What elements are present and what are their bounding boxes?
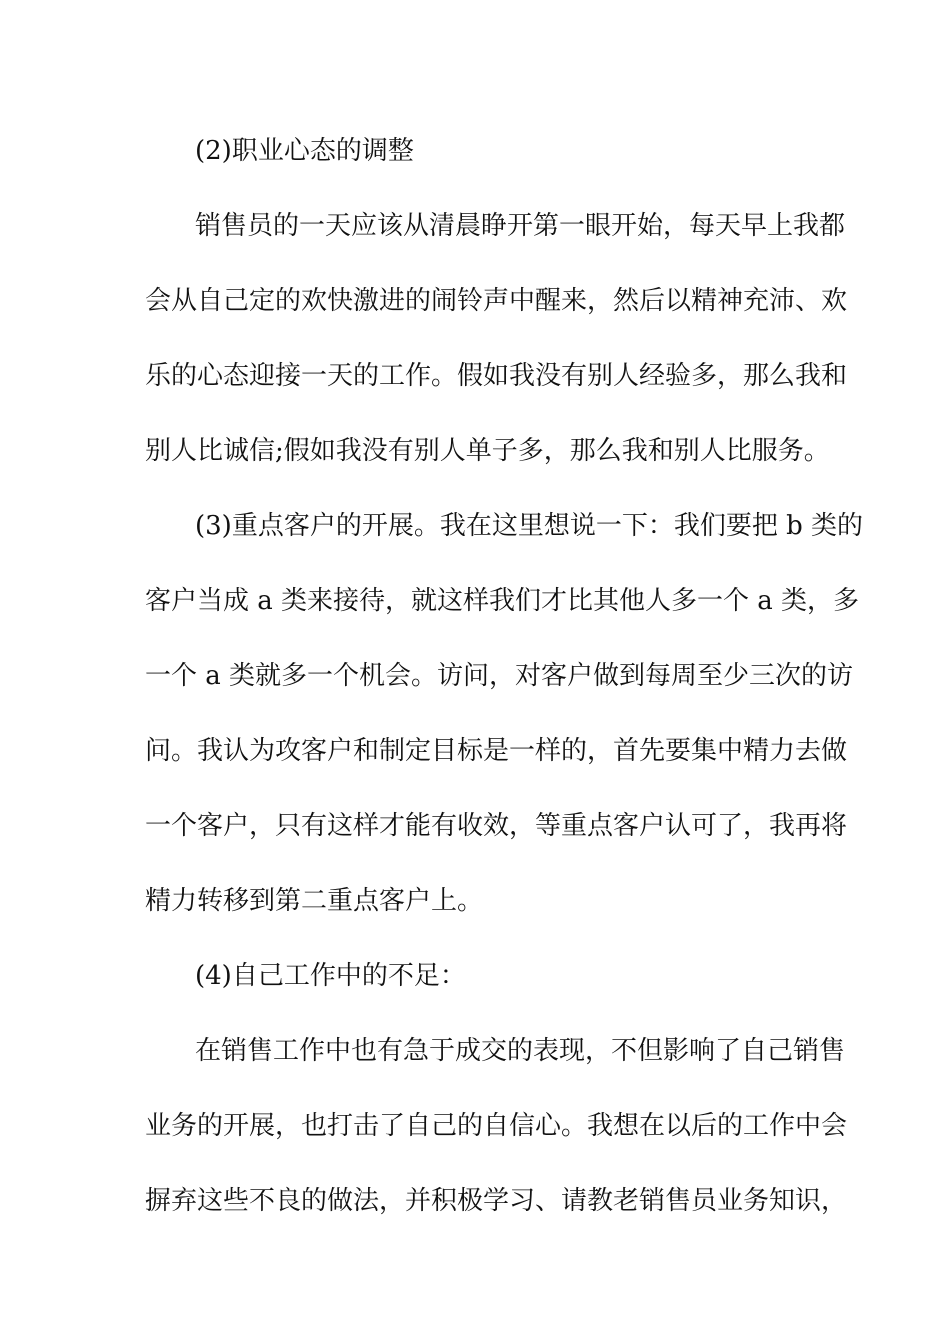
paragraph-line: 乐的心态迎接一天的工作。假如我没有别人经验多，那么我和 <box>145 361 848 391</box>
paragraph-line: 精力转移到第二重点客户上。 <box>145 886 484 916</box>
paragraph-line: 会从自己定的欢快激进的闹铃声中醒来，然后以精神充沛、欢 <box>145 286 848 316</box>
section-heading-shortcomings: (4)自己工作中的不足： <box>195 961 466 991</box>
paragraph-line: 客户当成 a 类来接待，就这样我们才比其他人多一个 a 类，多 <box>145 586 860 616</box>
paragraph-line: 问。我认为攻客户和制定目标是一样的，首先要集中精力去做 <box>145 736 848 766</box>
paragraph-line: 一个客户，只有这样才能有收效，等重点客户认可了，我再将 <box>145 811 848 841</box>
paragraph-line: 业务的开展，也打击了自己的自信心。我想在以后的工作中会 <box>145 1111 848 1141</box>
paragraph-line: 销售员的一天应该从清晨睁开第一眼开始，每天早上我都 <box>195 211 846 241</box>
paragraph-line: 别人比诚信;假如我没有别人单子多，那么我和别人比服务。 <box>145 436 830 466</box>
paragraph-line: 摒弃这些不良的做法，并积极学习、请教老销售员业务知识， <box>145 1186 848 1216</box>
paragraph-line: 一个 a 类就多一个机会。访问，对客户做到每周至少三次的访 <box>145 661 854 691</box>
paragraph-line: (3)重点客户的开展。我在这里想说一下：我们要把 b 类的 <box>195 511 864 541</box>
section-heading-career-mindset: (2)职业心态的调整 <box>195 136 414 166</box>
paragraph-line: 在销售工作中也有急于成交的表现，不但影响了自己销售 <box>195 1036 846 1066</box>
